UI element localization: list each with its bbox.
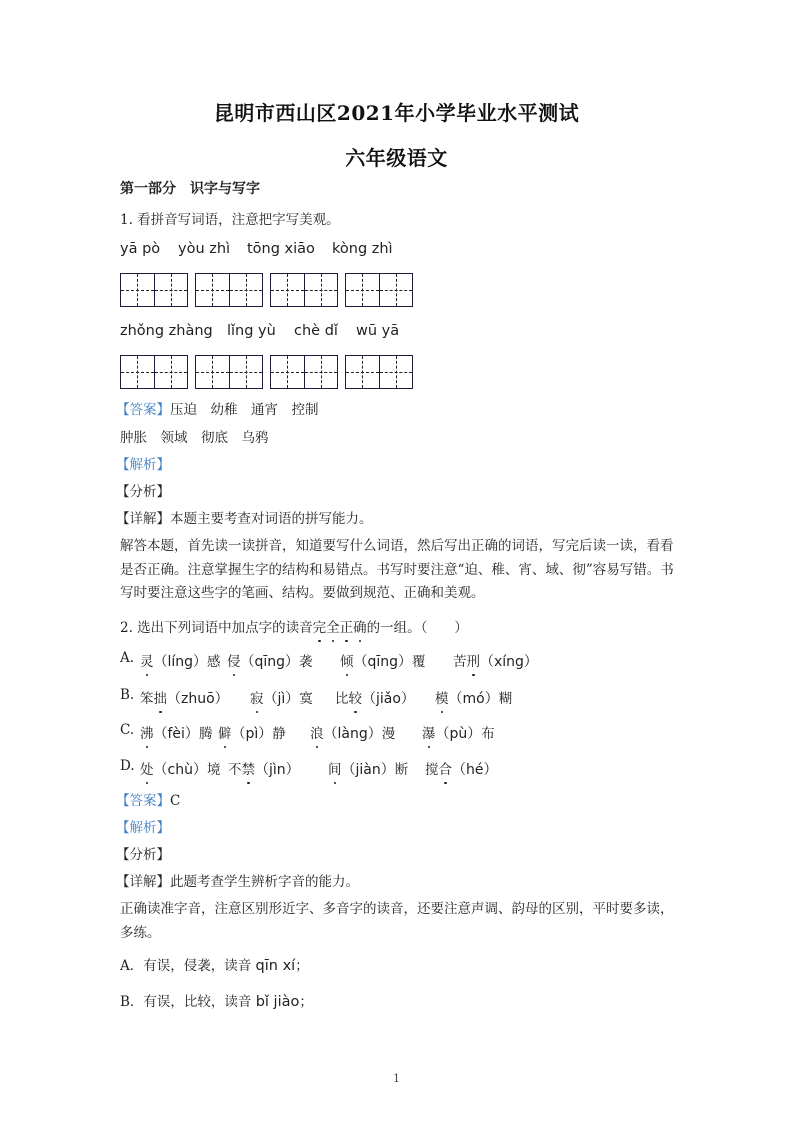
- dotted-char: 沸: [140, 726, 154, 742]
- dotted-char: 合: [438, 762, 452, 778]
- option-word: 笨拙（zhuō）: [140, 691, 229, 707]
- option-label: B.: [120, 687, 135, 703]
- detail-text: 此题考查学生辨析字音的能力。: [170, 874, 359, 890]
- document-title: 昆明市西山区2021年小学毕业水平测试: [213, 101, 580, 125]
- note-text: A．有误，侵袭，读音: [120, 958, 256, 974]
- writing-box[interactable]: [120, 273, 188, 307]
- option-word: 苦刑（xíng）: [453, 654, 538, 670]
- answer-label: 【答案】: [116, 793, 170, 809]
- pinyin-reading: （qīng）: [240, 654, 300, 670]
- dotted-char: 刑: [466, 654, 480, 670]
- dotted-char: 确: [353, 620, 367, 636]
- pinyin-reading: （jì）: [263, 691, 300, 707]
- q1-answer-line-2: 肿胀 领域 彻底 乌鸦: [120, 430, 269, 446]
- writing-box[interactable]: [345, 273, 413, 307]
- pinyin-word: yā pò: [120, 241, 161, 257]
- pinyin-reading: （líng）: [153, 654, 208, 670]
- pinyin-word: lǐng yù: [227, 323, 276, 339]
- option-word: 侵（qīng）袭: [227, 654, 313, 670]
- pinyin-word: zhǒng zhàng: [120, 323, 213, 339]
- pinyin-reading: （zhuō）: [167, 691, 229, 707]
- q2-note-a: [120, 957, 309, 975]
- dotted-char: 拙: [153, 691, 167, 707]
- option-word: 僻（pì）静: [218, 726, 286, 742]
- dotted-char: 处: [140, 762, 154, 778]
- stem-text: 2. 选出下列词语中加点字的读音: [120, 620, 313, 636]
- dotted-char: 完: [312, 620, 327, 636]
- writing-box[interactable]: [270, 355, 338, 389]
- pinyin-reading: （mó）: [448, 691, 499, 707]
- fenxi-label: 【分析】: [116, 847, 170, 863]
- stem-text-end: 的一组。（ ）: [366, 620, 468, 636]
- answer-value: C: [170, 793, 181, 809]
- option-word: 沸（fèi）腾: [140, 726, 213, 742]
- option-label: D.: [120, 758, 135, 774]
- q1-writing-grid-row-2: [120, 355, 413, 389]
- analysis-label: 【解析】: [116, 820, 170, 836]
- pinyin-reading: （jiǎo）: [362, 691, 415, 707]
- dotted-char: 寂: [250, 691, 264, 707]
- q1-detail: [116, 510, 373, 528]
- option-word: 灵（líng）感: [140, 654, 221, 670]
- writing-box[interactable]: [195, 273, 263, 307]
- q1-writing-grid-row-1: [120, 273, 413, 307]
- dotted-char: 间: [328, 762, 342, 778]
- note-text: B．有误，比较，读音: [120, 994, 256, 1010]
- option-label: A.: [120, 650, 135, 666]
- detail-label: 【详解】: [116, 874, 170, 890]
- pinyin-word: kòng zhì: [332, 241, 393, 257]
- document-subtitle: 六年级语文: [345, 146, 448, 170]
- pinyin-reading: （qīng）: [353, 654, 413, 670]
- writing-box[interactable]: [120, 355, 188, 389]
- pinyin-reading: （jiàn）: [341, 762, 395, 778]
- dotted-char: 倾: [340, 654, 354, 670]
- dotted-char: 侵: [227, 654, 241, 670]
- option-word: 比较（jiǎo）: [335, 691, 415, 707]
- pinyin-reading: （pù）: [435, 726, 482, 742]
- option-word: 间（jiàn）断: [328, 762, 409, 778]
- note-pinyin: qīn xí: [255, 958, 296, 974]
- section-heading: 第一部分 识字与写字: [120, 181, 260, 197]
- q2-detail: [116, 873, 359, 891]
- dotted-char: 较: [348, 691, 362, 707]
- pinyin-word: yòu zhì: [178, 241, 231, 257]
- note-punct: ；: [299, 994, 313, 1010]
- option-word: 倾（qīng）覆: [340, 654, 426, 670]
- note-pinyin: bǐ jiào: [255, 994, 300, 1010]
- pinyin-reading: （pì）: [231, 726, 273, 742]
- option-word: 处（chù）境: [140, 762, 221, 778]
- q1-stem: 1. 看拼音写词语，注意把字写美观。: [120, 212, 340, 228]
- writing-box[interactable]: [270, 273, 338, 307]
- answer-label: 【答案】: [116, 402, 170, 418]
- q2-stem: [120, 619, 468, 637]
- option-word: 浪（làng）漫: [310, 726, 396, 742]
- page-number: 1: [393, 1072, 400, 1085]
- pinyin-reading: （xíng）: [480, 654, 538, 670]
- writing-box[interactable]: [195, 355, 263, 389]
- pinyin-reading: （làng）: [323, 726, 382, 742]
- option-word: 模（mó）糊: [435, 691, 513, 707]
- option-word: 寂（jì）寞: [250, 691, 313, 707]
- dotted-char: 灵: [140, 654, 154, 670]
- option-label: C.: [120, 722, 135, 738]
- detail-label: 【详解】: [116, 511, 170, 527]
- analysis-label: 【解析】: [116, 457, 170, 473]
- fenxi-label: 【分析】: [116, 484, 170, 500]
- answer-text: 压迫 幼稚 通宵 控制: [170, 402, 319, 418]
- option-word: 不禁（jìn）: [228, 762, 300, 778]
- dotted-char: 正: [339, 620, 354, 636]
- dotted-char: 瀑: [422, 726, 436, 742]
- pinyin-reading: （jìn）: [255, 762, 300, 778]
- detail-text: 本题主要考查对词语的拼写能力。: [170, 511, 373, 527]
- dotted-char: 全: [326, 620, 340, 636]
- writing-box[interactable]: [345, 355, 413, 389]
- dotted-char: 僻: [218, 726, 232, 742]
- stem-dotted-text: [313, 620, 367, 636]
- q1-answer: [116, 401, 319, 419]
- dotted-char: 浪: [310, 726, 324, 742]
- dotted-char: 模: [435, 691, 449, 707]
- pinyin-word: chè dǐ: [294, 323, 338, 339]
- pinyin-reading: （hé）: [452, 762, 498, 778]
- q1-explanation: 解答本题，首先读一读拼音，知道要写什么词语，然后写出正确的词语，写完后读一读，看看是否正确。注意掌握生字的结构和易错点。书写时要注意“迫、稚、宵、域、彻”容易写错。书写时要注意这些字的笔画、结构。要做到规范、正确和美观。: [120, 538, 674, 601]
- q2-answer: [116, 792, 180, 810]
- note-punct: ；: [295, 958, 309, 974]
- pinyin-word: tōng xiāo: [247, 241, 315, 257]
- option-word: 搅合（hé）: [425, 762, 498, 778]
- option-word: 瀑（pù）布: [422, 726, 495, 742]
- pinyin-reading: （fèi）: [153, 726, 199, 742]
- q2-note-b: [120, 993, 313, 1011]
- dotted-char: 禁: [241, 762, 255, 778]
- pinyin-word: wū yā: [356, 323, 400, 339]
- pinyin-reading: （chù）: [153, 762, 207, 778]
- q2-explanation: 正确读准字音，注意区别形近字、多音字的读音，还要注意声调、韵母的区别，平时要多读，多练。: [120, 901, 674, 941]
